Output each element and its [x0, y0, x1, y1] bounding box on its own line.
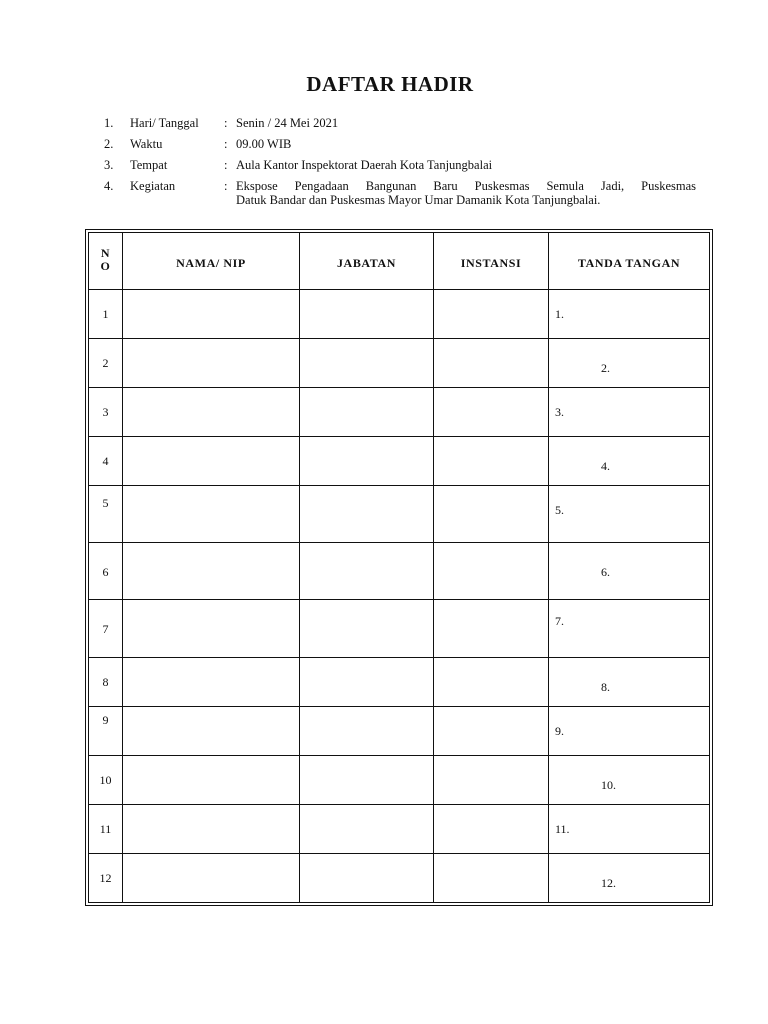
- nama-cell[interactable]: [123, 804, 300, 853]
- row-number: 5: [89, 486, 123, 543]
- signature-number: 12.: [601, 875, 616, 890]
- table-row: [89, 437, 710, 486]
- jabatan-cell[interactable]: [300, 657, 434, 706]
- nama-cell[interactable]: [123, 339, 300, 388]
- row-number: 9: [89, 706, 123, 755]
- info-label: Waktu: [130, 137, 163, 151]
- info-colon: :: [224, 158, 228, 172]
- table-row: [89, 388, 710, 437]
- info-row-place: [104, 158, 696, 172]
- header-instansi: INSTANSI: [434, 233, 549, 290]
- jabatan-cell[interactable]: [300, 706, 434, 755]
- header-nama-nip: NAMA/ NIP: [123, 233, 300, 290]
- instansi-cell[interactable]: [434, 437, 549, 486]
- jabatan-cell[interactable]: [300, 755, 434, 804]
- row-number: 12: [89, 853, 123, 902]
- table-row: [89, 486, 710, 543]
- row-number: 3: [89, 388, 123, 437]
- instansi-cell[interactable]: [434, 804, 549, 853]
- instansi-cell[interactable]: [434, 600, 549, 657]
- signature-cell[interactable]: [549, 755, 710, 804]
- signature-cell[interactable]: [549, 388, 710, 437]
- header-no-line: O: [100, 259, 111, 273]
- header-no-line: N: [100, 246, 111, 260]
- info-colon: :: [224, 116, 228, 130]
- jabatan-cell[interactable]: [300, 290, 434, 339]
- jabatan-cell[interactable]: [300, 437, 434, 486]
- signature-number: 7.: [555, 614, 564, 629]
- instansi-cell[interactable]: [434, 486, 549, 543]
- meeting-info: [104, 116, 696, 214]
- table-row: [89, 706, 710, 755]
- header-jabatan: JABATAN: [300, 233, 434, 290]
- info-number: 3.: [104, 158, 114, 172]
- jabatan-cell[interactable]: [300, 853, 434, 902]
- signature-number: 10.: [601, 777, 616, 792]
- info-label: Hari/ Tanggal: [130, 116, 199, 130]
- nama-cell[interactable]: [123, 486, 300, 543]
- jabatan-cell[interactable]: [300, 388, 434, 437]
- table-row: [89, 600, 710, 657]
- table-header-row: [89, 233, 710, 290]
- row-number: 11: [89, 804, 123, 853]
- attendance-table-frame: [85, 229, 713, 906]
- signature-cell[interactable]: [549, 657, 710, 706]
- info-row-time: [104, 137, 696, 151]
- signature-number: 9.: [555, 723, 564, 738]
- instansi-cell[interactable]: [434, 706, 549, 755]
- instansi-cell[interactable]: [434, 388, 549, 437]
- row-number: 6: [89, 543, 123, 600]
- nama-cell[interactable]: [123, 657, 300, 706]
- nama-cell[interactable]: [123, 543, 300, 600]
- signature-cell[interactable]: [549, 290, 710, 339]
- row-number: 7: [89, 600, 123, 657]
- row-number: 2: [89, 339, 123, 388]
- instansi-cell[interactable]: [434, 657, 549, 706]
- instansi-cell[interactable]: [434, 543, 549, 600]
- info-number: 1.: [104, 116, 114, 130]
- info-value: Senin / 24 Mei 2021: [236, 116, 339, 130]
- info-label: Tempat: [130, 158, 168, 172]
- jabatan-cell[interactable]: [300, 339, 434, 388]
- nama-cell[interactable]: [123, 600, 300, 657]
- row-number: 8: [89, 657, 123, 706]
- info-value-line: Ekspose Pengadaan Bangunan Baru Puskesmas Semula Jadi, Puskesmas: [236, 179, 696, 193]
- info-row-date: [104, 116, 696, 130]
- signature-cell[interactable]: [549, 853, 710, 902]
- row-number: 4: [89, 437, 123, 486]
- nama-cell[interactable]: [123, 290, 300, 339]
- signature-number: 11.: [555, 821, 570, 836]
- instansi-cell[interactable]: [434, 853, 549, 902]
- jabatan-cell[interactable]: [300, 804, 434, 853]
- signature-number: 5.: [555, 503, 564, 518]
- info-value: Aula Kantor Inspektorat Daerah Kota Tanjungbalai: [236, 158, 493, 172]
- document-title: DAFTAR HADIR: [306, 72, 474, 96]
- header-tanda-tangan: TANDA TANGAN: [549, 233, 710, 290]
- signature-cell[interactable]: [549, 804, 710, 853]
- attendance-table: [88, 232, 710, 903]
- info-row-activity: [104, 179, 696, 207]
- signature-cell[interactable]: [549, 339, 710, 388]
- signature-cell[interactable]: [549, 486, 710, 543]
- row-number: 1: [89, 290, 123, 339]
- signature-cell[interactable]: [549, 706, 710, 755]
- signature-number: 8.: [601, 679, 610, 694]
- signature-number: 6.: [601, 565, 610, 580]
- instansi-cell[interactable]: [434, 290, 549, 339]
- nama-cell[interactable]: [123, 853, 300, 902]
- jabatan-cell[interactable]: [300, 486, 434, 543]
- table-row: [89, 755, 710, 804]
- info-value: [236, 179, 696, 207]
- signature-number: 2.: [601, 361, 610, 376]
- nama-cell[interactable]: [123, 437, 300, 486]
- table-row: [89, 290, 710, 339]
- jabatan-cell[interactable]: [300, 543, 434, 600]
- nama-cell[interactable]: [123, 755, 300, 804]
- instansi-cell[interactable]: [434, 755, 549, 804]
- header-no: [89, 233, 123, 290]
- signature-number: 4.: [601, 459, 610, 474]
- info-value-line: Datuk Bandar dan Puskesmas Mayor Umar Damanik Kota Tanjungbalai.: [236, 193, 601, 207]
- info-colon: :: [224, 137, 228, 151]
- table-row: [89, 804, 710, 853]
- info-label: Kegiatan: [130, 179, 176, 193]
- nama-cell[interactable]: [123, 388, 300, 437]
- signature-cell[interactable]: [549, 437, 710, 486]
- table-row: [89, 853, 710, 902]
- signature-number: 3.: [555, 405, 564, 420]
- nama-cell[interactable]: [123, 706, 300, 755]
- signature-cell[interactable]: [549, 600, 710, 657]
- info-value: 09.00 WIB: [236, 137, 292, 151]
- info-number: 2.: [104, 137, 114, 151]
- table-row: [89, 657, 710, 706]
- instansi-cell[interactable]: [434, 339, 549, 388]
- table-row: [89, 339, 710, 388]
- signature-cell[interactable]: [549, 543, 710, 600]
- info-number: 4.: [104, 179, 114, 193]
- signature-number: 1.: [555, 307, 564, 322]
- jabatan-cell[interactable]: [300, 600, 434, 657]
- row-number: 10: [89, 755, 123, 804]
- info-colon: :: [224, 179, 228, 193]
- table-row: [89, 543, 710, 600]
